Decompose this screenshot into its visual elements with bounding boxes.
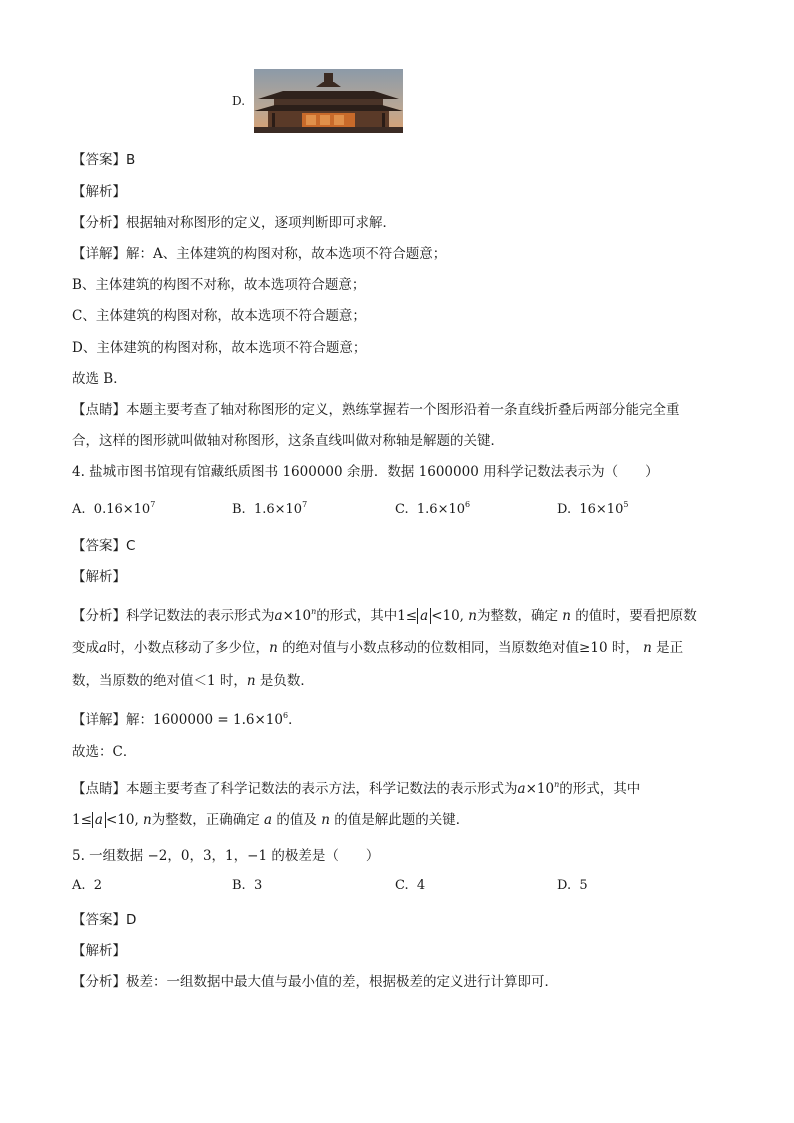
q4-analysis-3: 数，当原数的绝对值＜1 时，n 是负数． — [72, 673, 314, 689]
q3-solution-c: C、主体建筑的构图对称，故本选项不符合题意； — [72, 308, 366, 324]
q4-answer: 【答案】C — [72, 538, 136, 554]
option-d-label: D. — [232, 94, 246, 108]
q5-options — [72, 878, 732, 898]
q3-comment-2: 合，这样的图形就叫做轴对称图形，这条直线叫做对称轴是解题的关键． — [72, 433, 504, 449]
q4-comment-1: 【点睛】本题主要考查了科学记数法的表示方法，科学记数法的表示形式为$a\times 10^n$的形式，其中 — [72, 780, 641, 797]
q4-choice: 故选：C． — [72, 744, 137, 760]
q3-comment-1: 【点睛】本题主要考查了轴对称图形的定义，熟练掌握若一个图形沿着一条直线折叠后两部分能完全重 — [72, 402, 680, 418]
q5-option-d: D. 5 — [557, 878, 588, 893]
q3-solution-b: B、主体建筑的构图不对称，故本选项符合题意； — [72, 277, 366, 293]
q4-analysis-2: 变成a时，小数点移动了多少位，n 的绝对值与小数点移动的位数相同，当原数绝对值≥10 时， n 是正 — [72, 640, 684, 656]
q3-choice: 故选 B． — [72, 371, 127, 387]
q5-analysis-heading: 【解析】 — [72, 943, 126, 959]
q3-analysis-heading: 【解析】 — [72, 184, 126, 200]
q4-analysis-1: 【分析】科学记数法的表示形式为$a\times 10^n$的形式，其中1≤ a <10, n为整数，确定 n 的值时，要看把原数 — [72, 607, 697, 624]
pavilion-photo — [254, 69, 403, 133]
q4-solution: 【详解】解：$1600000 = 1.6\times 10^6$． — [72, 711, 302, 728]
q4-options — [72, 500, 732, 520]
q5-analysis: 【分析】极差：一组数据中最大值与最小值的差，根据极差的定义进行计算即可． — [72, 974, 558, 990]
q3-solution-d: D、主体建筑的构图对称，故本选项不符合题意； — [72, 340, 367, 356]
q4-analysis-heading: 【解析】 — [72, 569, 126, 585]
q4-option-c: C. $1.6\times 10^6$ — [395, 500, 471, 517]
q4-stem: 4. 盐城市图书馆现有馆藏纸质图书 1600000 余册．数据 1600000 用科学记数法表示为（ ） — [72, 464, 659, 480]
q4-comment-2: 1≤ a <10, n为整数，正确确定 a 的值及 n 的值是解此题的关键． — [72, 812, 470, 828]
q5-option-a: A. 2 — [72, 878, 103, 893]
q5-option-c: C. 4 — [395, 878, 426, 893]
q3-solution: 【详解】解：A、主体建筑的构图对称，故本选项不符合题意； — [72, 246, 447, 262]
q5-stem: 5. 一组数据 −2，0，3，1，−1 的极差是（ ） — [72, 848, 380, 864]
q4-option-b: B. $1.6\times 10^7$ — [232, 500, 308, 517]
q3-answer: 【答案】B — [72, 152, 136, 168]
q5-answer: 【答案】D — [72, 912, 137, 928]
q4-option-d: D. $16\times 10^5$ — [557, 500, 629, 517]
q3-analysis: 【分析】根据轴对称图形的定义，逐项判断即可求解． — [72, 215, 396, 231]
q5-option-b: B. 3 — [232, 878, 263, 893]
q4-option-a: A. $0.16\times 10^7$ — [72, 500, 156, 517]
